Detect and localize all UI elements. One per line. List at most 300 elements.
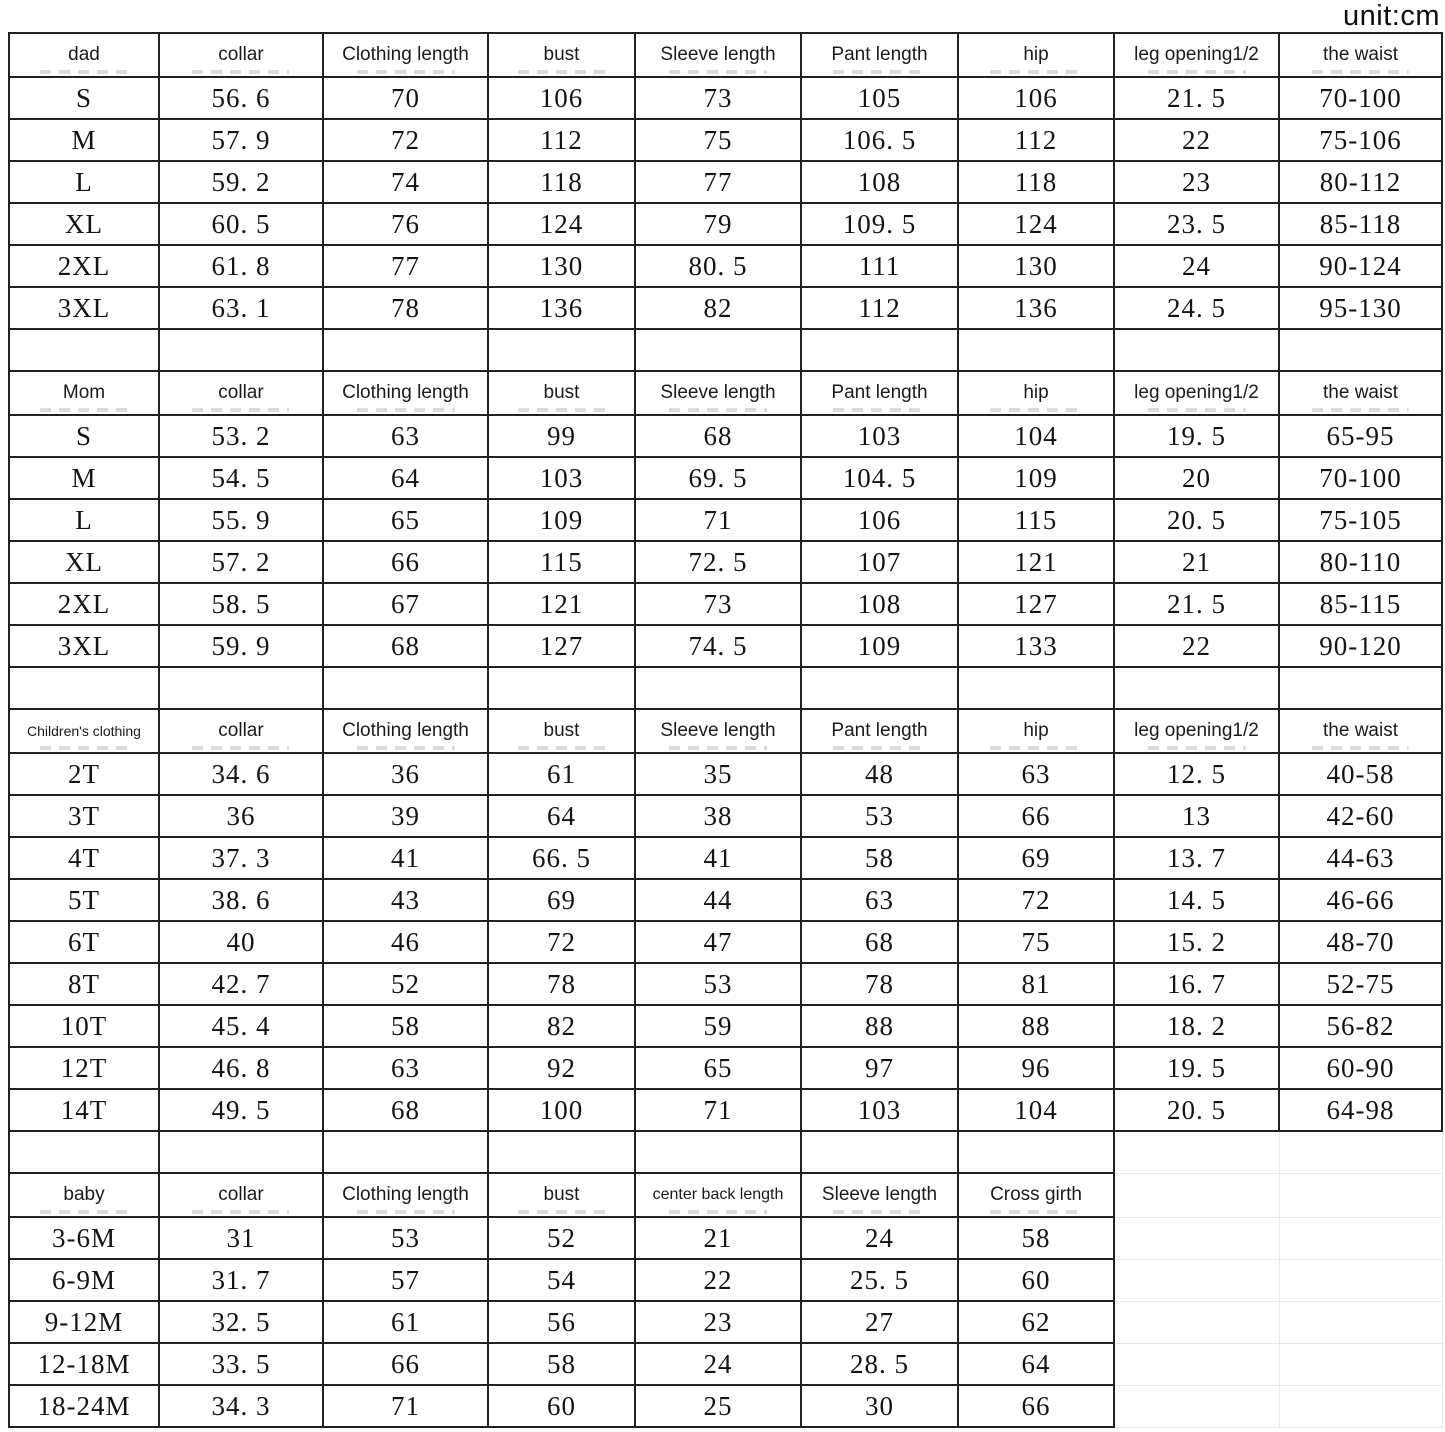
value-cell: 72: [323, 119, 488, 161]
spacer-cell: [9, 329, 159, 371]
value-cell: 60-90: [1279, 1047, 1442, 1089]
value-cell: 68: [323, 625, 488, 667]
value-cell: 32. 5: [159, 1301, 323, 1343]
value-cell: 38: [635, 795, 801, 837]
size-label-cell: 3XL: [9, 287, 159, 329]
value-cell: 99: [488, 415, 635, 457]
value-cell: 74: [323, 161, 488, 203]
value-cell: 136: [958, 287, 1114, 329]
value-cell: 77: [635, 161, 801, 203]
value-cell: 47: [635, 921, 801, 963]
faint-cell: [1279, 1131, 1442, 1173]
column-header: Sleeve length: [801, 1173, 958, 1217]
section-header-row: [9, 1173, 1442, 1217]
value-cell: 44: [635, 879, 801, 921]
value-cell: 106: [488, 77, 635, 119]
value-cell: 64: [958, 1343, 1114, 1385]
value-cell: 56: [488, 1301, 635, 1343]
spacer-cell: [1279, 667, 1442, 709]
value-cell: 64: [488, 795, 635, 837]
value-cell: 53. 2: [159, 415, 323, 457]
value-cell: 24. 5: [1114, 287, 1279, 329]
value-cell: 71: [635, 499, 801, 541]
size-row: [9, 1301, 1442, 1343]
column-header: hip: [958, 371, 1114, 415]
value-cell: 64-98: [1279, 1089, 1442, 1131]
size-row: [9, 921, 1442, 963]
value-cell: 21: [635, 1217, 801, 1259]
size-row: [9, 287, 1442, 329]
value-cell: 63: [323, 1047, 488, 1089]
value-cell: 121: [958, 541, 1114, 583]
size-row: [9, 1089, 1442, 1131]
column-header: dad: [9, 33, 159, 77]
size-label-cell: S: [9, 415, 159, 457]
column-header: Children's clothing: [9, 709, 159, 753]
column-header: leg opening1/2: [1114, 371, 1279, 415]
value-cell: 60: [488, 1385, 635, 1427]
value-cell: 75: [635, 119, 801, 161]
value-cell: 97: [801, 1047, 958, 1089]
column-header: collar: [159, 1173, 323, 1217]
value-cell: 136: [488, 287, 635, 329]
value-cell: 71: [323, 1385, 488, 1427]
value-cell: 130: [958, 245, 1114, 287]
spacer-cell: [323, 1131, 488, 1173]
spacer-cell: [488, 1131, 635, 1173]
size-label-cell: 2XL: [9, 245, 159, 287]
column-header: Pant length: [801, 371, 958, 415]
value-cell: 72. 5: [635, 541, 801, 583]
value-cell: 78: [488, 963, 635, 1005]
column-header: Pant length: [801, 709, 958, 753]
value-cell: 121: [488, 583, 635, 625]
size-label-cell: 10T: [9, 1005, 159, 1047]
faint-cell: [1114, 1173, 1279, 1217]
value-cell: 52-75: [1279, 963, 1442, 1005]
column-header: the waist: [1279, 371, 1442, 415]
value-cell: 60: [958, 1259, 1114, 1301]
value-cell: 59: [635, 1005, 801, 1047]
size-label-cell: M: [9, 457, 159, 499]
value-cell: 65-95: [1279, 415, 1442, 457]
value-cell: 75: [958, 921, 1114, 963]
value-cell: 20. 5: [1114, 499, 1279, 541]
value-cell: 66: [323, 1343, 488, 1385]
value-cell: 107: [801, 541, 958, 583]
value-cell: 127: [958, 583, 1114, 625]
faint-cell: [1114, 1301, 1279, 1343]
value-cell: 104. 5: [801, 457, 958, 499]
spacer-cell: [1114, 667, 1279, 709]
value-cell: 103: [801, 415, 958, 457]
value-cell: 13: [1114, 795, 1279, 837]
column-header: Sleeve length: [635, 709, 801, 753]
value-cell: 56-82: [1279, 1005, 1442, 1047]
spacer-cell: [488, 667, 635, 709]
spacer-cell: [159, 1131, 323, 1173]
value-cell: 58: [958, 1217, 1114, 1259]
section-header-row: [9, 709, 1442, 753]
size-row: [9, 203, 1442, 245]
faint-cell: [1279, 1343, 1442, 1385]
size-label-cell: 3T: [9, 795, 159, 837]
size-row: [9, 415, 1442, 457]
value-cell: 22: [1114, 119, 1279, 161]
value-cell: 106: [801, 499, 958, 541]
size-label-cell: XL: [9, 203, 159, 245]
size-row: [9, 541, 1442, 583]
value-cell: 96: [958, 1047, 1114, 1089]
value-cell: 23: [635, 1301, 801, 1343]
value-cell: 58: [488, 1343, 635, 1385]
value-cell: 61: [488, 753, 635, 795]
value-cell: 65: [323, 499, 488, 541]
value-cell: 57. 9: [159, 119, 323, 161]
size-table-body: [9, 33, 1442, 1427]
value-cell: 109: [801, 625, 958, 667]
size-label-cell: 3-6M: [9, 1217, 159, 1259]
value-cell: 23: [1114, 161, 1279, 203]
value-cell: 20. 5: [1114, 1089, 1279, 1131]
value-cell: 72: [958, 879, 1114, 921]
value-cell: 92: [488, 1047, 635, 1089]
spacer-cell: [801, 667, 958, 709]
value-cell: 22: [635, 1259, 801, 1301]
spacer-cell: [9, 1131, 159, 1173]
column-header: leg opening1/2: [1114, 33, 1279, 77]
size-row: [9, 1343, 1442, 1385]
value-cell: 124: [488, 203, 635, 245]
value-cell: 118: [958, 161, 1114, 203]
value-cell: 36: [159, 795, 323, 837]
value-cell: 21: [1114, 541, 1279, 583]
size-label-cell: 6-9M: [9, 1259, 159, 1301]
column-header: Sleeve length: [635, 371, 801, 415]
size-row: [9, 837, 1442, 879]
value-cell: 28. 5: [801, 1343, 958, 1385]
size-row: [9, 795, 1442, 837]
value-cell: 95-130: [1279, 287, 1442, 329]
spacer-cell: [1279, 329, 1442, 371]
faint-cell: [1279, 1173, 1442, 1217]
spacer-cell: [958, 1131, 1114, 1173]
value-cell: 19. 5: [1114, 1047, 1279, 1089]
value-cell: 14. 5: [1114, 879, 1279, 921]
value-cell: 69. 5: [635, 457, 801, 499]
value-cell: 115: [958, 499, 1114, 541]
value-cell: 20: [1114, 457, 1279, 499]
column-header: center back length: [635, 1173, 801, 1217]
faint-cell: [1279, 1385, 1442, 1427]
spacer-cell: [323, 667, 488, 709]
size-row: [9, 1005, 1442, 1047]
value-cell: 108: [801, 583, 958, 625]
size-label-cell: 5T: [9, 879, 159, 921]
size-row: [9, 625, 1442, 667]
size-row: [9, 1259, 1442, 1301]
size-row: [9, 77, 1442, 119]
value-cell: 130: [488, 245, 635, 287]
value-cell: 82: [635, 287, 801, 329]
value-cell: 52: [323, 963, 488, 1005]
column-header: bust: [488, 1173, 635, 1217]
value-cell: 30: [801, 1385, 958, 1427]
value-cell: 133: [958, 625, 1114, 667]
spacer-cell: [159, 667, 323, 709]
value-cell: 82: [488, 1005, 635, 1047]
spacer-cell: [9, 667, 159, 709]
value-cell: 115: [488, 541, 635, 583]
column-header: bust: [488, 33, 635, 77]
column-header: Clothing length: [323, 1173, 488, 1217]
value-cell: 43: [323, 879, 488, 921]
value-cell: 88: [958, 1005, 1114, 1047]
value-cell: 63: [801, 879, 958, 921]
value-cell: 24: [801, 1217, 958, 1259]
value-cell: 68: [323, 1089, 488, 1131]
faint-cell: [1114, 1343, 1279, 1385]
faint-cell: [1114, 1217, 1279, 1259]
spacer-cell: [958, 329, 1114, 371]
faint-cell: [1114, 1259, 1279, 1301]
value-cell: 111: [801, 245, 958, 287]
spacer-cell: [323, 329, 488, 371]
value-cell: 105: [801, 77, 958, 119]
size-label-cell: 2XL: [9, 583, 159, 625]
size-label-cell: XL: [9, 541, 159, 583]
value-cell: 46: [323, 921, 488, 963]
column-header: the waist: [1279, 33, 1442, 77]
value-cell: 65: [635, 1047, 801, 1089]
value-cell: 80-110: [1279, 541, 1442, 583]
column-header: Clothing length: [323, 371, 488, 415]
size-chart-table: [8, 32, 1443, 1428]
value-cell: 75-105: [1279, 499, 1442, 541]
value-cell: 25: [635, 1385, 801, 1427]
size-label-cell: 2T: [9, 753, 159, 795]
value-cell: 58: [801, 837, 958, 879]
value-cell: 54: [488, 1259, 635, 1301]
value-cell: 68: [635, 415, 801, 457]
value-cell: 74. 5: [635, 625, 801, 667]
value-cell: 66: [958, 1385, 1114, 1427]
size-label-cell: L: [9, 499, 159, 541]
spacer-cell: [801, 1131, 958, 1173]
size-label-cell: 6T: [9, 921, 159, 963]
value-cell: 67: [323, 583, 488, 625]
size-row: [9, 1217, 1442, 1259]
value-cell: 40-58: [1279, 753, 1442, 795]
value-cell: 37. 3: [159, 837, 323, 879]
value-cell: 73: [635, 583, 801, 625]
spacer-cell: [635, 1131, 801, 1173]
value-cell: 61. 8: [159, 245, 323, 287]
value-cell: 75-106: [1279, 119, 1442, 161]
value-cell: 106: [958, 77, 1114, 119]
size-label-cell: S: [9, 77, 159, 119]
spacer-cell: [635, 329, 801, 371]
value-cell: 58: [323, 1005, 488, 1047]
value-cell: 79: [635, 203, 801, 245]
value-cell: 104: [958, 415, 1114, 457]
value-cell: 103: [488, 457, 635, 499]
value-cell: 49. 5: [159, 1089, 323, 1131]
faint-cell: [1279, 1217, 1442, 1259]
value-cell: 35: [635, 753, 801, 795]
value-cell: 81: [958, 963, 1114, 1005]
value-cell: 42-60: [1279, 795, 1442, 837]
column-header: bust: [488, 709, 635, 753]
value-cell: 70-100: [1279, 77, 1442, 119]
column-header: Mom: [9, 371, 159, 415]
unit-label: unit:cm: [1343, 0, 1440, 32]
column-header: collar: [159, 371, 323, 415]
value-cell: 52: [488, 1217, 635, 1259]
faint-cell: [1114, 1385, 1279, 1427]
value-cell: 23. 5: [1114, 203, 1279, 245]
value-cell: 46-66: [1279, 879, 1442, 921]
spacer-cell: [801, 329, 958, 371]
value-cell: 78: [323, 287, 488, 329]
value-cell: 85-118: [1279, 203, 1442, 245]
value-cell: 80-112: [1279, 161, 1442, 203]
value-cell: 104: [958, 1089, 1114, 1131]
column-header: hip: [958, 709, 1114, 753]
value-cell: 55. 9: [159, 499, 323, 541]
value-cell: 73: [635, 77, 801, 119]
size-label-cell: 14T: [9, 1089, 159, 1131]
value-cell: 64: [323, 457, 488, 499]
size-label-cell: 8T: [9, 963, 159, 1005]
value-cell: 44-63: [1279, 837, 1442, 879]
value-cell: 57. 2: [159, 541, 323, 583]
size-label-cell: 9-12M: [9, 1301, 159, 1343]
value-cell: 41: [323, 837, 488, 879]
value-cell: 54. 5: [159, 457, 323, 499]
value-cell: 90-124: [1279, 245, 1442, 287]
size-row: [9, 161, 1442, 203]
value-cell: 53: [635, 963, 801, 1005]
value-cell: 72: [488, 921, 635, 963]
spacer-cell: [488, 329, 635, 371]
value-cell: 109: [488, 499, 635, 541]
value-cell: 38. 6: [159, 879, 323, 921]
column-header: collar: [159, 709, 323, 753]
size-row: [9, 963, 1442, 1005]
size-row: [9, 457, 1442, 499]
column-header: hip: [958, 33, 1114, 77]
value-cell: 85-115: [1279, 583, 1442, 625]
value-cell: 118: [488, 161, 635, 203]
value-cell: 62: [958, 1301, 1114, 1343]
value-cell: 40: [159, 921, 323, 963]
size-row: [9, 583, 1442, 625]
column-header: bust: [488, 371, 635, 415]
value-cell: 48-70: [1279, 921, 1442, 963]
size-label-cell: L: [9, 161, 159, 203]
value-cell: 76: [323, 203, 488, 245]
value-cell: 69: [958, 837, 1114, 879]
value-cell: 59. 9: [159, 625, 323, 667]
value-cell: 112: [801, 287, 958, 329]
value-cell: 45. 4: [159, 1005, 323, 1047]
size-label-cell: 12T: [9, 1047, 159, 1089]
value-cell: 69: [488, 879, 635, 921]
value-cell: 21. 5: [1114, 77, 1279, 119]
faint-cell: [1279, 1301, 1442, 1343]
value-cell: 90-120: [1279, 625, 1442, 667]
column-header: Cross girth: [958, 1173, 1114, 1217]
size-label-cell: 3XL: [9, 625, 159, 667]
value-cell: 34. 3: [159, 1385, 323, 1427]
value-cell: 100: [488, 1089, 635, 1131]
value-cell: 15. 2: [1114, 921, 1279, 963]
value-cell: 66. 5: [488, 837, 635, 879]
value-cell: 36: [323, 753, 488, 795]
faint-cell: [1114, 1131, 1279, 1173]
value-cell: 27: [801, 1301, 958, 1343]
value-cell: 77: [323, 245, 488, 287]
value-cell: 24: [1114, 245, 1279, 287]
value-cell: 80. 5: [635, 245, 801, 287]
value-cell: 78: [801, 963, 958, 1005]
value-cell: 103: [801, 1089, 958, 1131]
value-cell: 42. 7: [159, 963, 323, 1005]
value-cell: 57: [323, 1259, 488, 1301]
spacer-row: [9, 667, 1442, 709]
size-row: [9, 499, 1442, 541]
value-cell: 63: [958, 753, 1114, 795]
column-header: Clothing length: [323, 33, 488, 77]
value-cell: 48: [801, 753, 958, 795]
value-cell: 34. 6: [159, 753, 323, 795]
value-cell: 33. 5: [159, 1343, 323, 1385]
value-cell: 108: [801, 161, 958, 203]
section-header-row: [9, 371, 1442, 415]
value-cell: 109. 5: [801, 203, 958, 245]
value-cell: 127: [488, 625, 635, 667]
value-cell: 109: [958, 457, 1114, 499]
value-cell: 21. 5: [1114, 583, 1279, 625]
value-cell: 88: [801, 1005, 958, 1047]
value-cell: 66: [958, 795, 1114, 837]
value-cell: 53: [801, 795, 958, 837]
column-header: the waist: [1279, 709, 1442, 753]
spacer-row: [9, 329, 1442, 371]
value-cell: 58. 5: [159, 583, 323, 625]
section-header-row: [9, 33, 1442, 77]
value-cell: 22: [1114, 625, 1279, 667]
value-cell: 71: [635, 1089, 801, 1131]
value-cell: 66: [323, 541, 488, 583]
size-row: [9, 119, 1442, 161]
value-cell: 61: [323, 1301, 488, 1343]
value-cell: 18. 2: [1114, 1005, 1279, 1047]
spacer-cell: [958, 667, 1114, 709]
value-cell: 31. 7: [159, 1259, 323, 1301]
size-row: [9, 753, 1442, 795]
column-header: collar: [159, 33, 323, 77]
column-header: Pant length: [801, 33, 958, 77]
faint-cell: [1279, 1259, 1442, 1301]
size-label-cell: 18-24M: [9, 1385, 159, 1427]
spacer-cell: [159, 329, 323, 371]
size-row: [9, 879, 1442, 921]
value-cell: 25. 5: [801, 1259, 958, 1301]
value-cell: 39: [323, 795, 488, 837]
spacer-row: [9, 1131, 1442, 1173]
